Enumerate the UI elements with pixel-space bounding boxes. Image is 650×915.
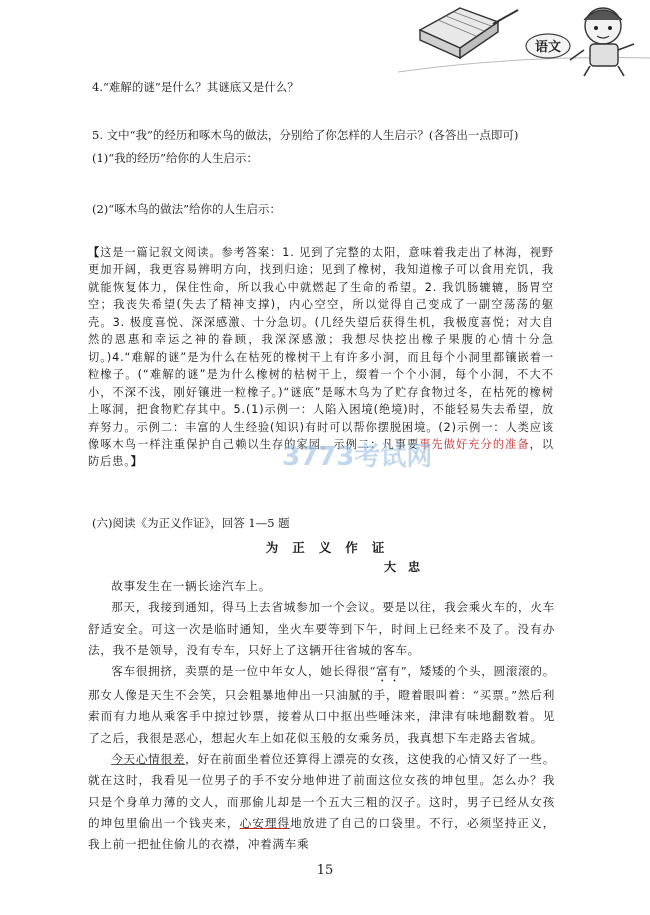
question-5-part-1: (1)“我的经历”给你的人生启示： xyxy=(92,151,259,165)
subject-label: 语文 xyxy=(534,40,562,55)
header-decoration xyxy=(398,0,650,78)
question-5-part-2: (2)“啄木鸟的做法”给你的人生启示： xyxy=(92,202,282,216)
answer-tail: ，以防后患。 xyxy=(88,437,554,469)
story-text: ，好在前面坐着位还算得上漂亮的女孩，这使我的心情又好了一些。就在这时，我看见一位男子的手不安分地伸进了前面这位女孩的坤包里。怎么办？我只是个身单力薄的文人，而那偷儿却是一个五大三粗的汉子。这时，男子已经从女孩的坤包里偷出一个钱夹来， xyxy=(88,752,555,830)
emphasized-word: 富有 xyxy=(376,664,401,679)
section-heading: (六)阅读《为正义作证》，回答 1—5 题 xyxy=(92,516,290,530)
story-text: ”，矮矮的个头，圆滚滚的。那女人像是天生不会笑，只会粗暴地伸出一只油腻的手，瞪着眼叫着：“买票。”然后利索而有力地从乘客手中掠过钞票，接着从口中抠出些唾沫来，津津有味地翻数着。见了之后，我很是恶心，想起火车上如花似玉般的女乘务员，我真想下车走路去省城。 xyxy=(88,664,555,745)
question-4: 4.“难解的谜”是什么？其谜底又是什么？ xyxy=(92,80,299,94)
watermark-text: 3773考试网 xyxy=(282,442,433,472)
cartoon-figure-icon xyxy=(570,8,634,76)
underlined-phrase: 心安理得 xyxy=(239,815,291,830)
story-body xyxy=(88,576,555,856)
story-text: 地放进了自己的口袋里。不行，必须坚持正义，我上前一把扯住偷儿的衣襟，冲着满车乘 xyxy=(88,815,555,852)
story-text: 客车很拥挤，卖票的是一位中年女人，她长得很“ xyxy=(111,664,377,679)
story-paragraph xyxy=(88,749,555,855)
page-number: 15 xyxy=(316,863,334,878)
question-5: 5. 文中“我”的经历和啄木鸟的做法，分别给了你怎样的人生启示？(各答出一点即可) xyxy=(92,128,519,142)
story-author: 大忠 xyxy=(384,560,433,574)
story-paragraph: 故事发生在一辆长途汽车上。 xyxy=(111,579,272,593)
story-paragraph xyxy=(88,661,555,749)
answer-close-bracket: 】 xyxy=(130,455,143,469)
underlined-phrase: 今天心情很差 xyxy=(111,752,186,767)
book-icon xyxy=(420,8,518,58)
answer-block xyxy=(88,244,554,471)
story-title: 为正义作证 xyxy=(265,540,399,555)
story-paragraph: 那天，我接到通知，得马上去省城参加一个会议。要是以往，我会乘火车的，火车舒适安全。可这一次是临时通知，坐火车要等到下午，时间上已经来不及了。没有办法，我不是领导，没有专车，只好上了这辆开往省城的客车。 xyxy=(88,600,555,657)
answer-text: 这是一篇记叙文阅读。参考答案：1. 见到了完整的太阳，意味着我走出了林海，视野更加开阔，我更容易辨明方向，找到归途；见到了橡树，我知道橡子可以食用充饥，我就能恢复体力，保住性命，所以我心中就燃起了生命的希望。2. 我饥肠辘辘，肠胃空空；我丧失希望(失去了精神支撑)，内心空空，所以觉得自己变成了一副空荡荡的躯壳。3. 极度喜悦、深深感激、十分急切。(几经失望后获得生机，我极度喜悦；对大自然的恩惠和幸运之神的眷顾，我深深感激；我想尽快挖出橡子果腹的心情十分急切。)4.“难解的谜”是为什么在枯死的橡树干上有许多小洞，而且每个小洞里都镶嵌着一粒橡子。(“难解的谜”是为什么橡树的枯树干上，缀着一个个小洞，每个小洞，不大不小，不深不浅，刚好镶进一粒橡子。)“谜底”是啄木鸟为了贮存食物过冬，在枯死的橡树上啄洞，把食物贮存其中。5.(1)示例一：人陷入困境(绝境)时，不能轻易失去希望，放弃努力。示例二：丰富的人生经验(知识)有时可以帮你摆脱困境。(2)示例一：人类应该像啄木鸟一样注重保护自己赖以生存的家园。示例二：凡事要 xyxy=(88,246,554,451)
answer-open-bracket: 【 xyxy=(88,246,101,259)
answer-red-text: 事先做好充分的准备 xyxy=(419,437,530,451)
subject-badge xyxy=(526,34,570,58)
